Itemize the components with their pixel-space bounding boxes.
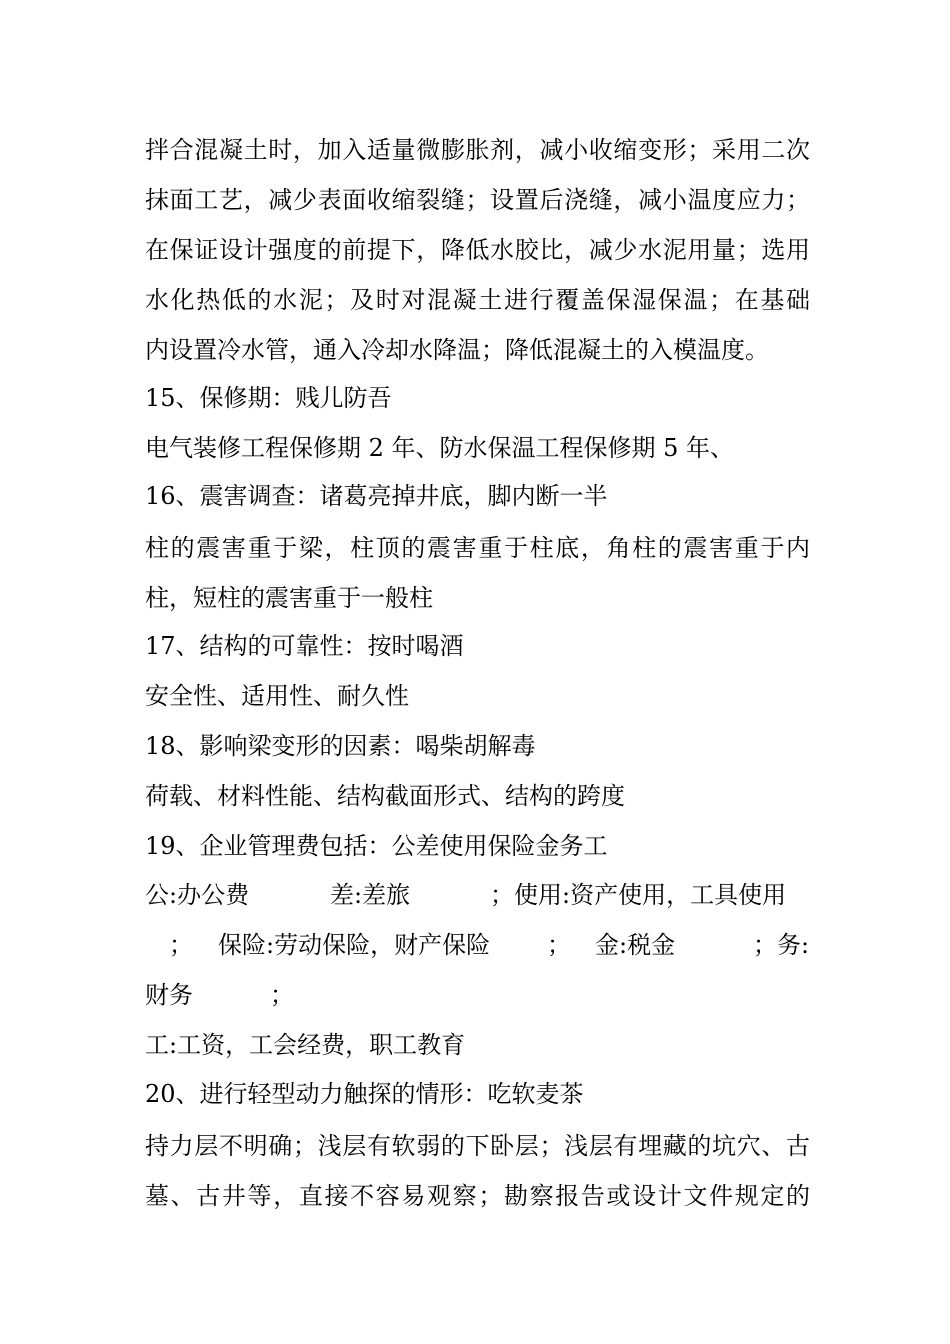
fee-usage: ；使用:资产使用，工具使用 — [490, 881, 787, 909]
item-19-row — [145, 880, 810, 910]
item-body-16-line: 柱，短柱的震害重于一般柱 — [145, 584, 433, 612]
paragraph-line: 水化热低的水泥；及时对混凝土进行覆盖保湿保温；在基础 — [145, 286, 810, 314]
item-heading-16: 16、震害调查：诸葛亮掉井底，脚内断一半 — [145, 482, 608, 510]
separator: ； — [270, 981, 294, 1009]
item-19-row — [145, 980, 810, 1010]
item-body-20-line: 持力层不明确；浅层有软弱的下卧层；浅层有埋藏的坑穴、古 — [145, 1132, 810, 1160]
item-body-17: 安全性、适用性、耐久性 — [145, 682, 409, 710]
item-19-row: 工:工资，工会经费，职工教育 — [145, 1031, 466, 1059]
paragraph-line: 在保证设计强度的前提下，降低水胶比，减少水泥用量；选用 — [145, 236, 810, 264]
fee-finance-label: ；务: — [753, 931, 810, 959]
item-heading-17: 17、结构的可靠性：按时喝酒 — [145, 632, 464, 660]
separator: ； — [547, 931, 571, 959]
item-body-20-line: 墓、古井等，直接不容易观察；勘察报告或设计文件规定的 — [145, 1182, 810, 1210]
fee-finance: 财务 — [145, 981, 193, 1009]
paragraph-line: 内设置冷水管，通入冷却水降温；降低混凝土的入模温度。 — [145, 336, 769, 364]
fee-tax: 金:税金 — [595, 931, 676, 959]
fee-insurance: 保险:劳动保险，财产保险 — [218, 931, 491, 959]
item-body-18: 荷载、材料性能、结构截面形式、结构的跨度 — [145, 782, 625, 810]
item-heading-15: 15、保修期：贱儿防吾 — [145, 384, 392, 412]
item-heading-19: 19、企业管理费包括：公差使用保险金务工 — [145, 832, 608, 860]
fee-travel: 差:差旅 — [330, 881, 411, 909]
fee-office: 公:办公费 — [145, 881, 250, 909]
item-heading-20: 20、进行轻型动力触探的情形：吃软麦茶 — [145, 1080, 584, 1108]
separator: ； — [169, 931, 193, 959]
paragraph-line: 抹面工艺，减少表面收缩裂缝；设置后浇缝，减小温度应力； — [145, 186, 810, 214]
item-19-row — [145, 930, 810, 960]
paragraph-line: 拌合混凝土时，加入适量微膨胀剂，减小收缩变形；采用二次 — [145, 136, 810, 164]
item-body-16-line: 柱的震害重于梁，柱顶的震害重于柱底，角柱的震害重于内 — [145, 534, 810, 562]
item-heading-18: 18、影响梁变形的因素：喝柴胡解毒 — [145, 732, 536, 760]
item-body-15: 电气装修工程保修期 2 年、防水保温工程保修期 5 年、 — [145, 434, 735, 462]
